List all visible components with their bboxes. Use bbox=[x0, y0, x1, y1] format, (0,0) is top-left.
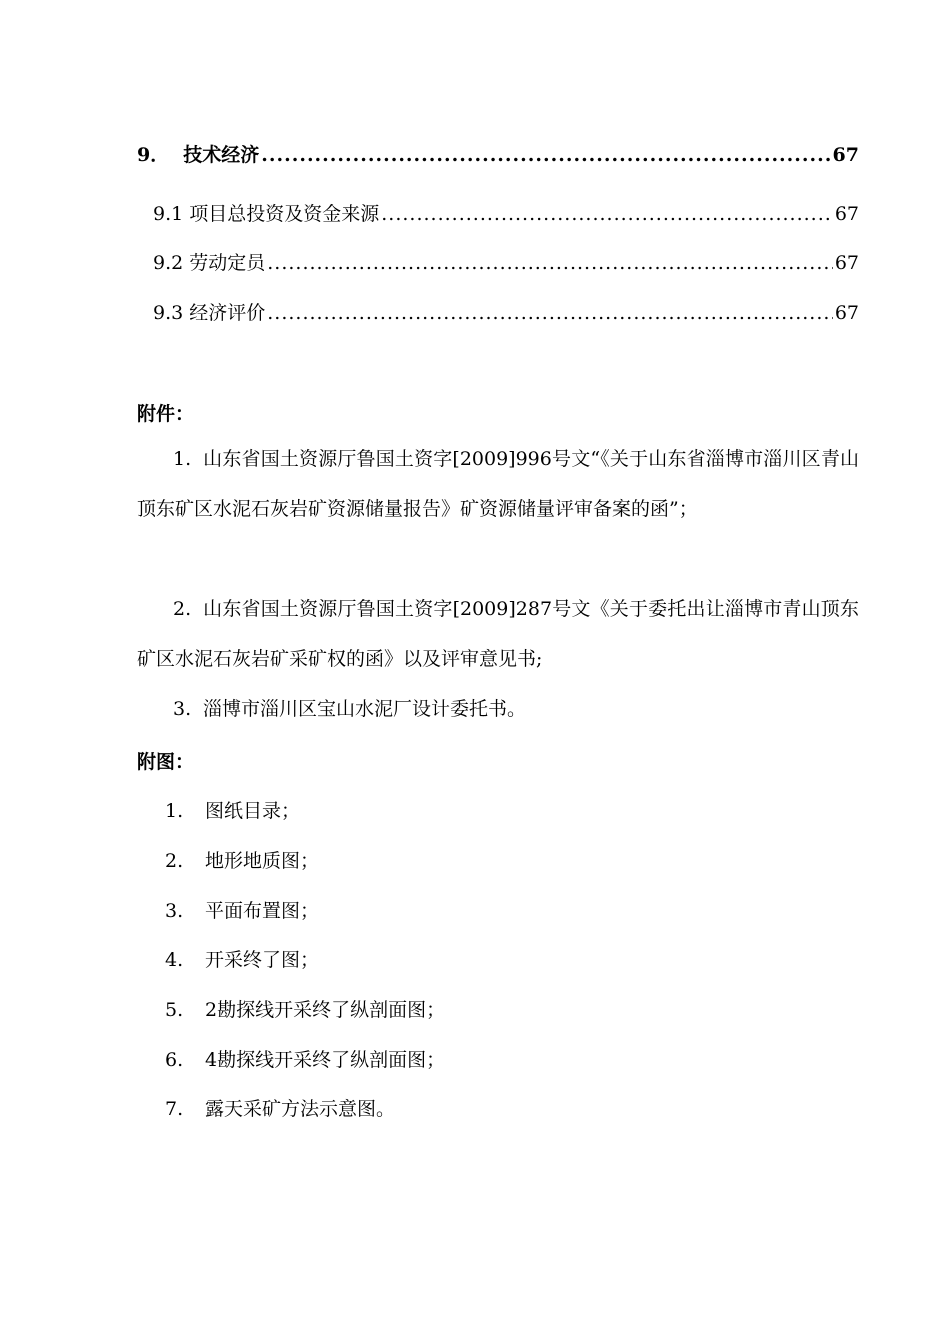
toc-leader-dots bbox=[261, 144, 830, 166]
figure-text: 地形地质图； bbox=[205, 850, 320, 872]
toc-sub-page: 67 bbox=[834, 252, 859, 274]
figure-number: 5. bbox=[165, 999, 184, 1021]
attachment-text: 淄博市淄川区宝山水泥厂设计委托书。 bbox=[203, 698, 527, 720]
attachment-number: 2. bbox=[173, 598, 192, 620]
figure-number: 1. bbox=[165, 800, 184, 822]
figure-text: 露天采矿方法示意图。 bbox=[205, 1098, 396, 1120]
attachment-text: 山东省国土资源厅鲁国土资字[2009]287号文《关于委托出让淄博市青山顶东矿区水泥石灰岩矿采矿权的函》以及评审意见书; bbox=[137, 598, 859, 670]
attachment-item bbox=[137, 584, 859, 684]
toc-leader-dots bbox=[267, 252, 833, 274]
figure-text: 开采终了图； bbox=[205, 949, 320, 971]
figure-text: 平面布置图； bbox=[205, 900, 320, 922]
attachment-number: 3. bbox=[173, 698, 192, 720]
figure-text: 图纸目录； bbox=[205, 800, 301, 822]
figure-item bbox=[165, 1094, 395, 1121]
toc-main-title: 技术经济 bbox=[183, 144, 260, 166]
toc-main-number: 9． bbox=[137, 144, 170, 166]
attachments-heading: 附件： bbox=[137, 403, 195, 425]
figure-number: 7. bbox=[165, 1098, 184, 1120]
figure-number: 4. bbox=[165, 949, 184, 971]
toc-sub-title: 9.1 项目总投资及资金来源 bbox=[153, 203, 380, 225]
figure-text: 2勘探线开采终了纵剖面图； bbox=[205, 999, 446, 1021]
attachment-number: 1. bbox=[173, 448, 192, 470]
toc-sub-page: 67 bbox=[834, 203, 859, 225]
attachment-text: 山东省国土资源厅鲁国土资字[2009]996号文“《关于山东省淄博市淄川区青山顶东矿区水泥石灰岩矿资源储量报告》矿资源储量评审备案的函”； bbox=[137, 448, 859, 520]
figure-item bbox=[165, 896, 319, 923]
toc-entry-sub[interactable] bbox=[153, 298, 859, 325]
figure-item bbox=[165, 1045, 445, 1072]
figure-text: 4勘探线开采终了纵剖面图； bbox=[205, 1049, 446, 1071]
figure-item bbox=[165, 995, 445, 1022]
toc-leader-dots bbox=[381, 203, 833, 225]
toc-leader-dots bbox=[267, 302, 833, 324]
figure-item bbox=[165, 846, 319, 873]
figure-number: 2. bbox=[165, 850, 184, 872]
figure-item bbox=[165, 945, 319, 972]
toc-sub-page: 67 bbox=[834, 302, 859, 324]
toc-entry-sub[interactable] bbox=[153, 248, 859, 275]
toc-entry-main[interactable] bbox=[137, 140, 859, 167]
attachment-item bbox=[137, 684, 859, 734]
figure-item bbox=[165, 796, 300, 823]
toc-sub-title: 9.2 劳动定员 bbox=[153, 252, 266, 274]
toc-main-page: 67 bbox=[832, 144, 859, 166]
attachment-item bbox=[137, 434, 859, 534]
figure-number: 3. bbox=[165, 900, 184, 922]
toc-sub-title: 9.3 经济评价 bbox=[153, 302, 266, 324]
toc-entry-sub[interactable] bbox=[153, 199, 859, 226]
figure-number: 6. bbox=[165, 1049, 184, 1071]
figures-heading: 附图： bbox=[137, 751, 195, 773]
